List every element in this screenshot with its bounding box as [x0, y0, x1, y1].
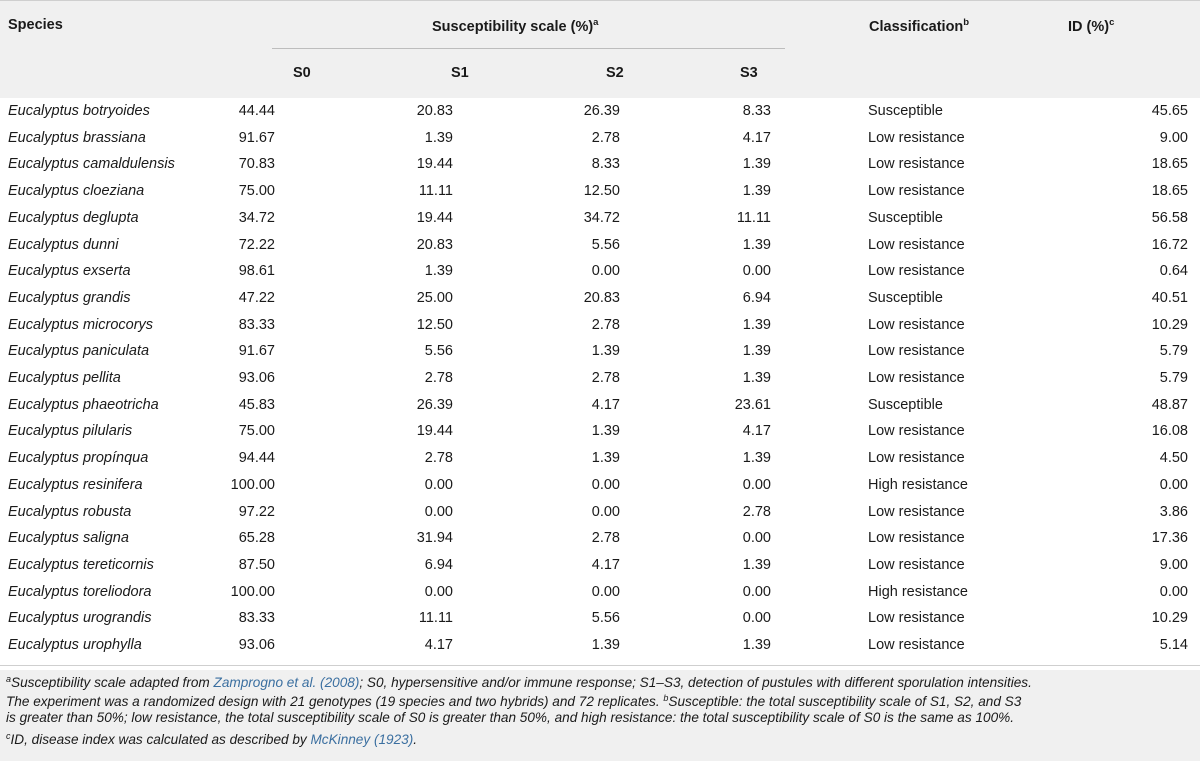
s3-cell: 1.39: [742, 343, 771, 360]
id-cell: 5.79: [1159, 343, 1188, 360]
header-top-rule: [0, 0, 1200, 1]
s3-cell: 0.00: [742, 476, 771, 493]
table-row: [0, 392, 1200, 419]
species-cell: Eucalyptus urograndis: [8, 610, 152, 627]
table-row: [0, 232, 1200, 259]
id-cell: 5.79: [1159, 370, 1188, 386]
zamprogno-citation-link[interactable]: Zamprogno et al. (2008): [213, 675, 360, 690]
classification-cell: Low resistance: [868, 503, 965, 520]
s1-cell: 5.56: [424, 343, 453, 360]
s2-cell: 1.39: [591, 637, 620, 653]
s1-cell: 1.39: [424, 263, 453, 280]
classification-cell: Susceptible: [868, 396, 943, 413]
s0-cell: 44.44: [238, 103, 275, 119]
classification-cell: Susceptible: [868, 209, 943, 226]
s1-cell: 0.00: [424, 503, 453, 520]
id-cell: 18.65: [1151, 156, 1188, 173]
footnote-line-3: is greater than 50%; low resistance, the total susceptibility scale of S0 is greater than 50%, and high resistance: the total susceptibility scale of S0 is the same as 100%.: [6, 710, 1014, 725]
id-cell: 3.86: [1159, 503, 1188, 520]
table-row: [0, 98, 1200, 125]
s1-cell: 0.00: [424, 476, 453, 493]
table-row: [0, 472, 1200, 499]
s0-cell: 91.67: [238, 129, 275, 146]
classification-cell: Low resistance: [868, 556, 965, 573]
table-row: [0, 632, 1200, 659]
species-cell: Eucalyptus grandis: [8, 289, 131, 306]
s2-cell: 1.39: [591, 450, 620, 467]
species-cell: Eucalyptus camaldulensis: [8, 156, 175, 173]
species-header: Species: [8, 17, 63, 33]
s2-cell: 2.78: [591, 530, 620, 547]
s1-cell: 19.44: [416, 209, 453, 226]
s3-cell: 1.39: [742, 156, 771, 173]
species-cell: Eucalyptus robusta: [8, 503, 132, 520]
s0-cell: 83.33: [238, 610, 275, 627]
species-cell: Eucalyptus paniculata: [8, 343, 150, 360]
s1-header: S1: [451, 65, 469, 81]
species-cell: Eucalyptus pellita: [8, 370, 121, 386]
footnote-c: $^c$ID, disease index was calculated as described by McKinney (1923).: [6, 731, 418, 747]
s1-cell: 31.94: [416, 530, 453, 547]
species-cell: Eucalyptus microcorys: [8, 316, 154, 333]
id-cell: 16.72: [1151, 236, 1188, 253]
id-cell: 0.00: [1159, 476, 1188, 493]
s1-cell: 2.78: [424, 370, 453, 386]
mckinney-citation-link[interactable]: McKinney (1923): [310, 732, 414, 747]
s1-cell: 1.39: [424, 129, 453, 146]
species-cell: Eucalyptus exserta: [8, 263, 131, 280]
table-row: [0, 338, 1200, 365]
s2-cell: 5.56: [591, 610, 620, 627]
s2-cell: 0.00: [591, 476, 620, 493]
s2-cell: 2.78: [591, 316, 620, 333]
table-body: [0, 98, 1200, 666]
table-row: [0, 365, 1200, 392]
s1-cell: 4.17: [424, 637, 453, 653]
id-cell: 56.58: [1151, 209, 1188, 226]
id-cell: 17.36: [1151, 530, 1188, 547]
id-cell: 9.00: [1159, 556, 1188, 573]
classification-cell: High resistance: [868, 476, 968, 493]
s3-cell: 1.39: [742, 316, 771, 333]
s1-cell: 25.00: [416, 289, 453, 306]
s3-cell: 23.61: [734, 396, 771, 413]
s3-cell: 4.17: [742, 423, 771, 440]
classification-cell: Susceptible: [868, 103, 943, 119]
s1-cell: 26.39: [416, 396, 453, 413]
s3-cell: 11.11: [736, 209, 771, 226]
s1-cell: 19.44: [416, 423, 453, 440]
id-cell: 5.14: [1159, 637, 1188, 653]
s2-cell: 34.72: [583, 209, 620, 226]
s1-cell: 11.11: [418, 183, 453, 200]
id-cell: 40.51: [1151, 289, 1188, 306]
s0-cell: 75.00: [238, 183, 275, 200]
table-row: [0, 605, 1200, 632]
s0-cell: 72.22: [238, 236, 275, 253]
species-cell: Eucalyptus botryoides: [8, 103, 150, 119]
id-cell: 0.00: [1159, 583, 1188, 600]
classification-cell: Low resistance: [868, 183, 965, 200]
s3-cell: 0.00: [742, 610, 771, 627]
s3-cell: 6.94: [742, 289, 771, 306]
s0-cell: 45.83: [238, 396, 275, 413]
header-group-rule: [272, 48, 785, 49]
classification-cell: Low resistance: [868, 129, 965, 146]
table-row: [0, 258, 1200, 285]
s2-cell: 0.00: [591, 263, 620, 280]
classification-cell: Low resistance: [868, 370, 965, 386]
s3-cell: 2.78: [742, 503, 771, 520]
table-row: [0, 125, 1200, 152]
s0-cell: 93.06: [238, 637, 275, 653]
classification-cell: Low resistance: [868, 316, 965, 333]
s2-cell: 4.17: [591, 396, 620, 413]
s3-cell: 1.39: [742, 556, 771, 573]
s3-cell: 4.17: [742, 129, 771, 146]
species-cell: Eucalyptus resinifera: [8, 476, 143, 493]
species-cell: Eucalyptus saligna: [8, 530, 129, 547]
s1-cell: 20.83: [416, 236, 453, 253]
species-cell: Eucalyptus dunni: [8, 236, 119, 253]
s1-cell: 0.00: [424, 583, 453, 600]
s1-cell: 12.50: [416, 316, 453, 333]
s2-cell: 20.83: [583, 289, 620, 306]
s2-cell: 5.56: [591, 236, 620, 253]
s2-cell: 12.50: [583, 183, 620, 200]
footnote-line-2: The experiment was a randomized design with 21 genotypes (19 species and two hybrids) and 72 replicates. $^b$Susceptible: the total susceptibility scale of S1, S2, and S3: [6, 693, 1022, 709]
s3-cell: 1.39: [742, 236, 771, 253]
id-cell: 16.08: [1151, 423, 1188, 440]
id-cell: 9.00: [1159, 129, 1188, 146]
id-cell: 10.29: [1151, 610, 1188, 627]
s0-cell: 75.00: [238, 423, 275, 440]
s3-cell: 0.00: [742, 583, 771, 600]
id-cell: 18.65: [1151, 183, 1188, 200]
table-bottom-rule: [0, 665, 1200, 666]
classification-cell: Susceptible: [868, 289, 943, 306]
susceptibility-scale-header: Susceptibility scale (%)$^a$: [432, 17, 599, 35]
s3-cell: 1.39: [742, 450, 771, 467]
s2-cell: 4.17: [591, 556, 620, 573]
s2-cell: 1.39: [591, 423, 620, 440]
s1-cell: 11.11: [418, 610, 453, 627]
classification-cell: Low resistance: [868, 263, 965, 280]
classification-cell: Low resistance: [868, 610, 965, 627]
species-cell: Eucalyptus propínqua: [8, 450, 149, 467]
classification-cell: Low resistance: [868, 450, 965, 467]
s0-cell: 65.28: [238, 530, 275, 547]
s1-cell: 2.78: [424, 450, 453, 467]
s0-cell: 83.33: [238, 316, 275, 333]
classification-cell: Low resistance: [868, 530, 965, 547]
table-row: [0, 151, 1200, 178]
s2-cell: 8.33: [591, 156, 620, 173]
id-cell: 45.65: [1151, 103, 1188, 119]
s3-cell: 0.00: [742, 530, 771, 547]
s0-cell: 98.61: [238, 263, 275, 280]
s2-cell: 0.00: [591, 583, 620, 600]
species-cell: Eucalyptus urophylla: [8, 637, 142, 653]
species-cell: Eucalyptus phaeotricha: [8, 396, 159, 413]
s3-cell: 0.00: [742, 263, 771, 280]
classification-cell: High resistance: [868, 583, 968, 600]
s0-cell: 100.00: [230, 476, 275, 493]
s2-cell: 1.39: [591, 343, 620, 360]
s3-header: S3: [740, 65, 758, 81]
species-cell: Eucalyptus deglupta: [8, 209, 139, 226]
table-header: [0, 0, 1200, 98]
s3-cell: 1.39: [742, 637, 771, 653]
table-footnotes: [0, 670, 1200, 761]
classification-cell: Low resistance: [868, 423, 965, 440]
s0-cell: 100.00: [230, 583, 275, 600]
table-row: [0, 579, 1200, 606]
id-cell: 0.64: [1159, 263, 1188, 280]
s3-cell: 8.33: [742, 103, 771, 119]
s2-header: S2: [606, 65, 624, 81]
table-row: [0, 312, 1200, 339]
table-row: [0, 499, 1200, 526]
s1-cell: 20.83: [416, 103, 453, 119]
classification-cell: Low resistance: [868, 637, 965, 653]
species-cell: Eucalyptus cloeziana: [8, 183, 145, 200]
table-row: [0, 552, 1200, 579]
species-cell: Eucalyptus tereticornis: [8, 556, 154, 573]
id-cell: 48.87: [1151, 396, 1188, 413]
s0-cell: 93.06: [238, 370, 275, 386]
s0-cell: 94.44: [238, 450, 275, 467]
id-header: ID (%)$^c$: [1068, 17, 1115, 35]
id-cell: 10.29: [1151, 316, 1188, 333]
table-row: [0, 418, 1200, 445]
s2-cell: 26.39: [583, 103, 620, 119]
species-cell: Eucalyptus pilularis: [8, 423, 133, 440]
s3-cell: 1.39: [742, 370, 771, 386]
classification-cell: Low resistance: [868, 156, 965, 173]
s0-cell: 87.50: [238, 556, 275, 573]
classification-cell: Low resistance: [868, 236, 965, 253]
species-cell: Eucalyptus toreliodora: [8, 583, 152, 600]
table-row: [0, 205, 1200, 232]
s3-cell: 1.39: [742, 183, 771, 200]
classification-header: Classification$^b$: [869, 17, 970, 35]
s0-cell: 47.22: [238, 289, 275, 306]
s1-cell: 6.94: [424, 556, 453, 573]
table-row: [0, 178, 1200, 205]
s0-cell: 34.72: [238, 209, 275, 226]
table-row: [0, 525, 1200, 552]
s1-cell: 19.44: [416, 156, 453, 173]
s0-cell: 97.22: [238, 503, 275, 520]
classification-cell: Low resistance: [868, 343, 965, 360]
species-cell: Eucalyptus brassiana: [8, 129, 146, 146]
table-row: [0, 285, 1200, 312]
s2-cell: 2.78: [591, 129, 620, 146]
s0-cell: 91.67: [238, 343, 275, 360]
footnote-a: $^a$Susceptibility scale adapted from Zamprogno et al. (2008); S0, hypersensitive and/or immune response; S1–S3, detection of pustules with different sporulation intensities.: [6, 674, 1032, 690]
id-cell: 4.50: [1159, 450, 1188, 467]
s2-cell: 0.00: [591, 503, 620, 520]
table-row: [0, 445, 1200, 472]
s0-cell: 70.83: [238, 156, 275, 173]
s2-cell: 2.78: [591, 370, 620, 386]
s0-header: S0: [293, 65, 311, 81]
